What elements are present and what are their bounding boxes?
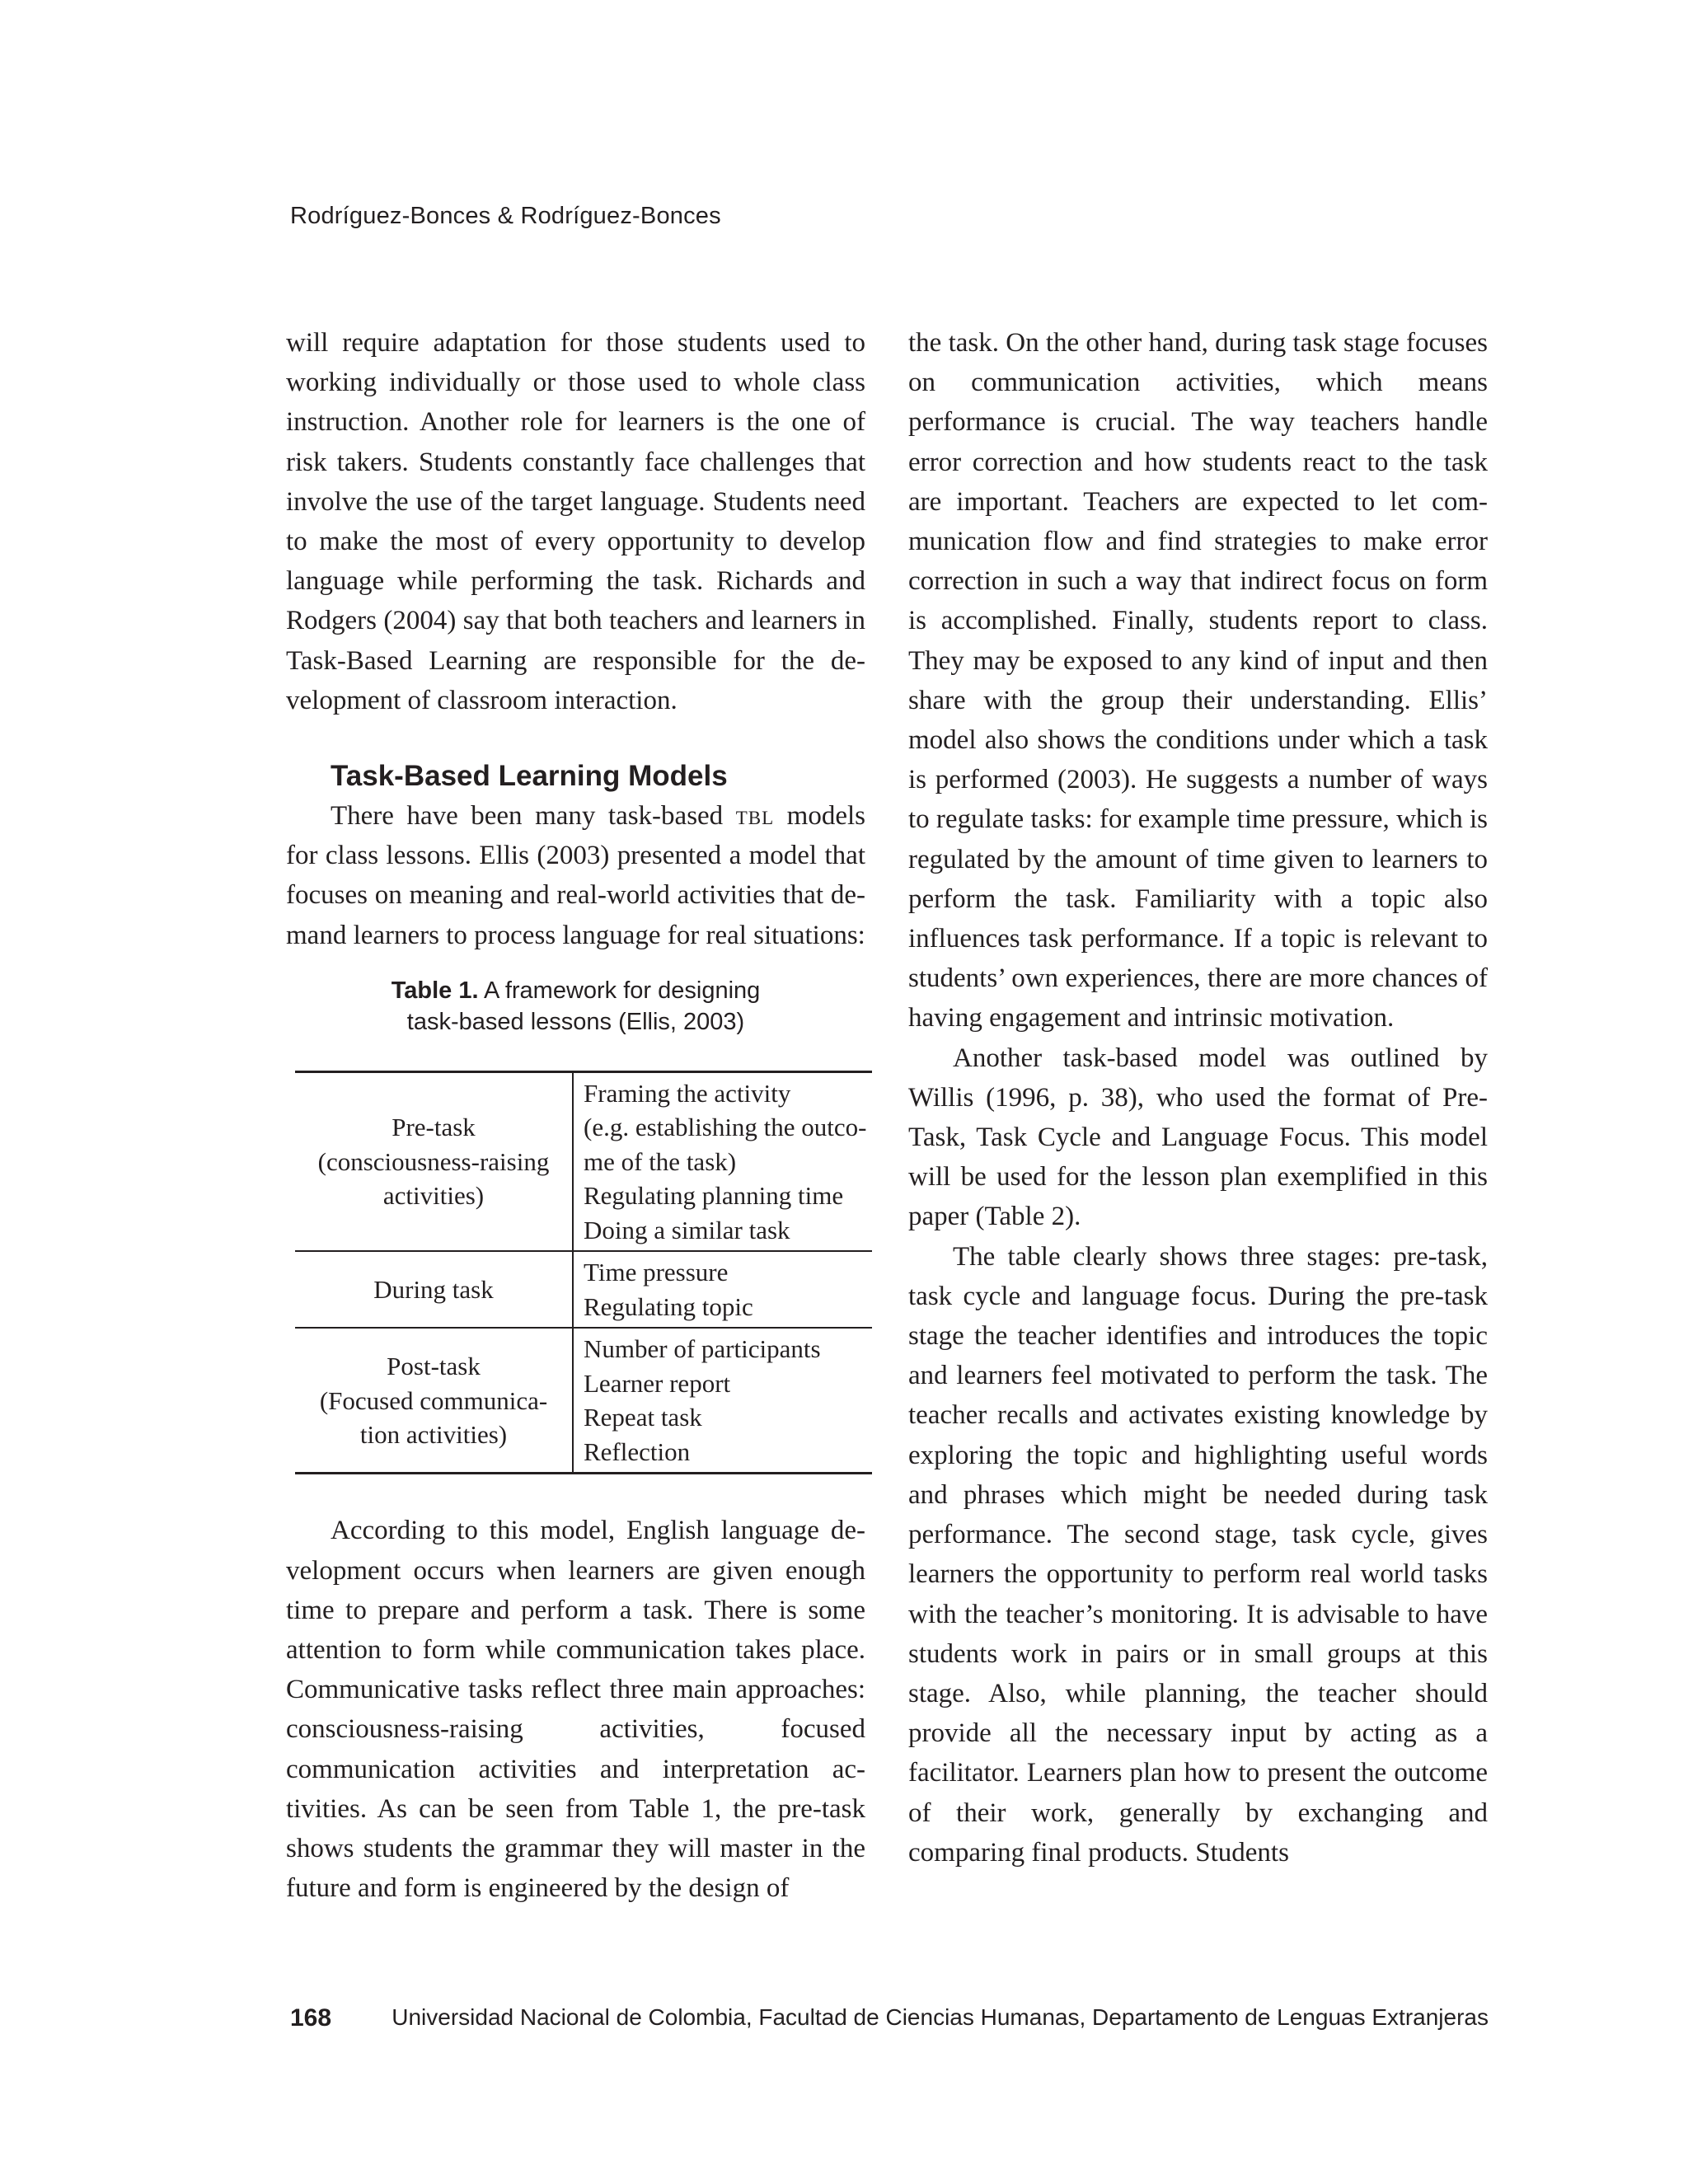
body-paragraph: will require adaptation for those students used to working individually or those used to whole class instruction. Another role for learners is the one of risk takers. Students constantly face challenges that involve the use of the target language. Students need to make the most of every opportunity to develop language while performing the task. Richards and Rodgers (2004) say that both teachers and learners in Task-Based Learning are responsible for the development of classroom interaction. xyxy=(286,328,865,715)
page-number: 168 xyxy=(290,2004,332,2032)
table-caption xyxy=(286,975,865,1038)
body-paragraph: According to this model, English language development occurs when learners are given enough time to prepare and perform a task. There is some attention to form while communication takes place. Communicative tasks reflect three main approaches: consciousness-raising activities, focused communication activities and interpretation activities. As can be seen from Table 1, the pre-task shows students the grammar they will master in the future and form is engineered by the design of xyxy=(286,1516,865,1904)
item-line: Regulating topic xyxy=(584,1291,753,1321)
caption-text: task-based lessons (Ellis, 2003) xyxy=(406,1008,745,1035)
item-line: Time pressure xyxy=(584,1258,729,1287)
items-cell xyxy=(573,1251,872,1328)
items-cell xyxy=(573,1071,872,1251)
stage-line: (consciousness-raising xyxy=(317,1146,550,1176)
body-paragraph: the task. On the other hand, during task stage focuses on communication activities, which means performance is crucial. The way teachers handle error correction and how students react to the task are important. Teachers are expected to let communication flow and find strategies to make error correction in such a way that indirect focus on form is accomplished. Finally, students report to class. They may be exposed to any kind of input and then share with the group their understanding. Ellis’ model also shows the conditions under which a task is performed (2003). He suggests a number of ways to regulate tasks: for example time pressure, which is regulated by the amount of time given to learners to perform the task. Familiarity with a topic also influences task performance. If a topic is relevant to students’ own experiences, there are more chances of having engagement and intrinsic motivation. xyxy=(908,328,1488,1033)
item-line: Framing the activity xyxy=(584,1078,791,1108)
publisher-line: Universidad Nacional de Colombia, Facultad de Ciencias Humanas, Departamento de Lenguas Extranjeras xyxy=(392,2004,1489,2030)
stage-line: tion activities) xyxy=(359,1420,508,1450)
item-line: Number of participants xyxy=(584,1334,821,1364)
left-column xyxy=(286,323,865,1908)
abbreviation: tbl xyxy=(735,801,775,832)
caption-text: A framework for designing xyxy=(484,977,761,1004)
body-paragraph: Another task-based model was outlined by Willis (1996, p. 38), who used the format of Pre-Task, Task Cycle and Language Focus. This model will be used for the lesson plan exemplified in this paper (Table 2). xyxy=(908,1043,1488,1232)
framework-table xyxy=(295,1071,872,1475)
right-column xyxy=(908,323,1488,1872)
item-line: Regulating planning time xyxy=(584,1181,844,1211)
body-paragraph xyxy=(286,796,865,955)
table-row xyxy=(295,1251,872,1328)
stage-cell xyxy=(295,1251,573,1328)
stage-line: (Focused communica- xyxy=(319,1385,548,1415)
table-row xyxy=(295,1071,872,1251)
stage-cell xyxy=(295,1071,573,1251)
body-paragraph: The table clearly shows three stages: pre-task, task cycle and language focus. During the pre-task stage the teacher identifies and introduces the topic and learners feel motivated to perform the task. The teacher recalls and activates existing knowledge by exploring the topic and highlighting useful words and phrases which might be needed during task performance. The second stage, task cycle, gives learners the opportunity to perform real world tasks with the teacher’s monitoring. It is advisable to have students work in pairs or in small groups at this stage. Also, while planning, the teacher should provide all the necessary input by acting as a facilitator. Learners plan how to present the outcome of their work, generally by exchanging and comparing final products. Students xyxy=(908,1241,1488,1868)
stage-line: activities) xyxy=(382,1181,485,1211)
items-cell xyxy=(573,1328,872,1474)
stage-line: Pre-task xyxy=(392,1113,476,1142)
table-body xyxy=(295,1071,872,1474)
item-line: Learner report xyxy=(584,1368,731,1398)
item-line: Doing a similar task xyxy=(584,1215,790,1244)
table-label: Table 1. xyxy=(391,977,479,1004)
item-line: me of the task) xyxy=(584,1146,737,1176)
stage-line: During task xyxy=(373,1275,494,1305)
stage-cell xyxy=(295,1328,573,1474)
item-line: Repeat task xyxy=(584,1403,702,1432)
table-row xyxy=(295,1328,872,1474)
item-line: (e.g. establishing the outco- xyxy=(584,1113,867,1142)
section-heading: Task-Based Learning Models xyxy=(331,760,728,793)
running-head: Rodríguez-Bonces & Rodríguez-Bonces xyxy=(290,203,721,229)
text-run: There have been many task-based xyxy=(331,801,736,832)
text-run: models for class lessons. Ellis (2003) presented a model that focuses on meaning and real-world activities that demand learners to process language for real situations: xyxy=(286,801,865,950)
item-line: Reflection xyxy=(584,1436,691,1466)
stage-line: Post-task xyxy=(387,1352,481,1381)
